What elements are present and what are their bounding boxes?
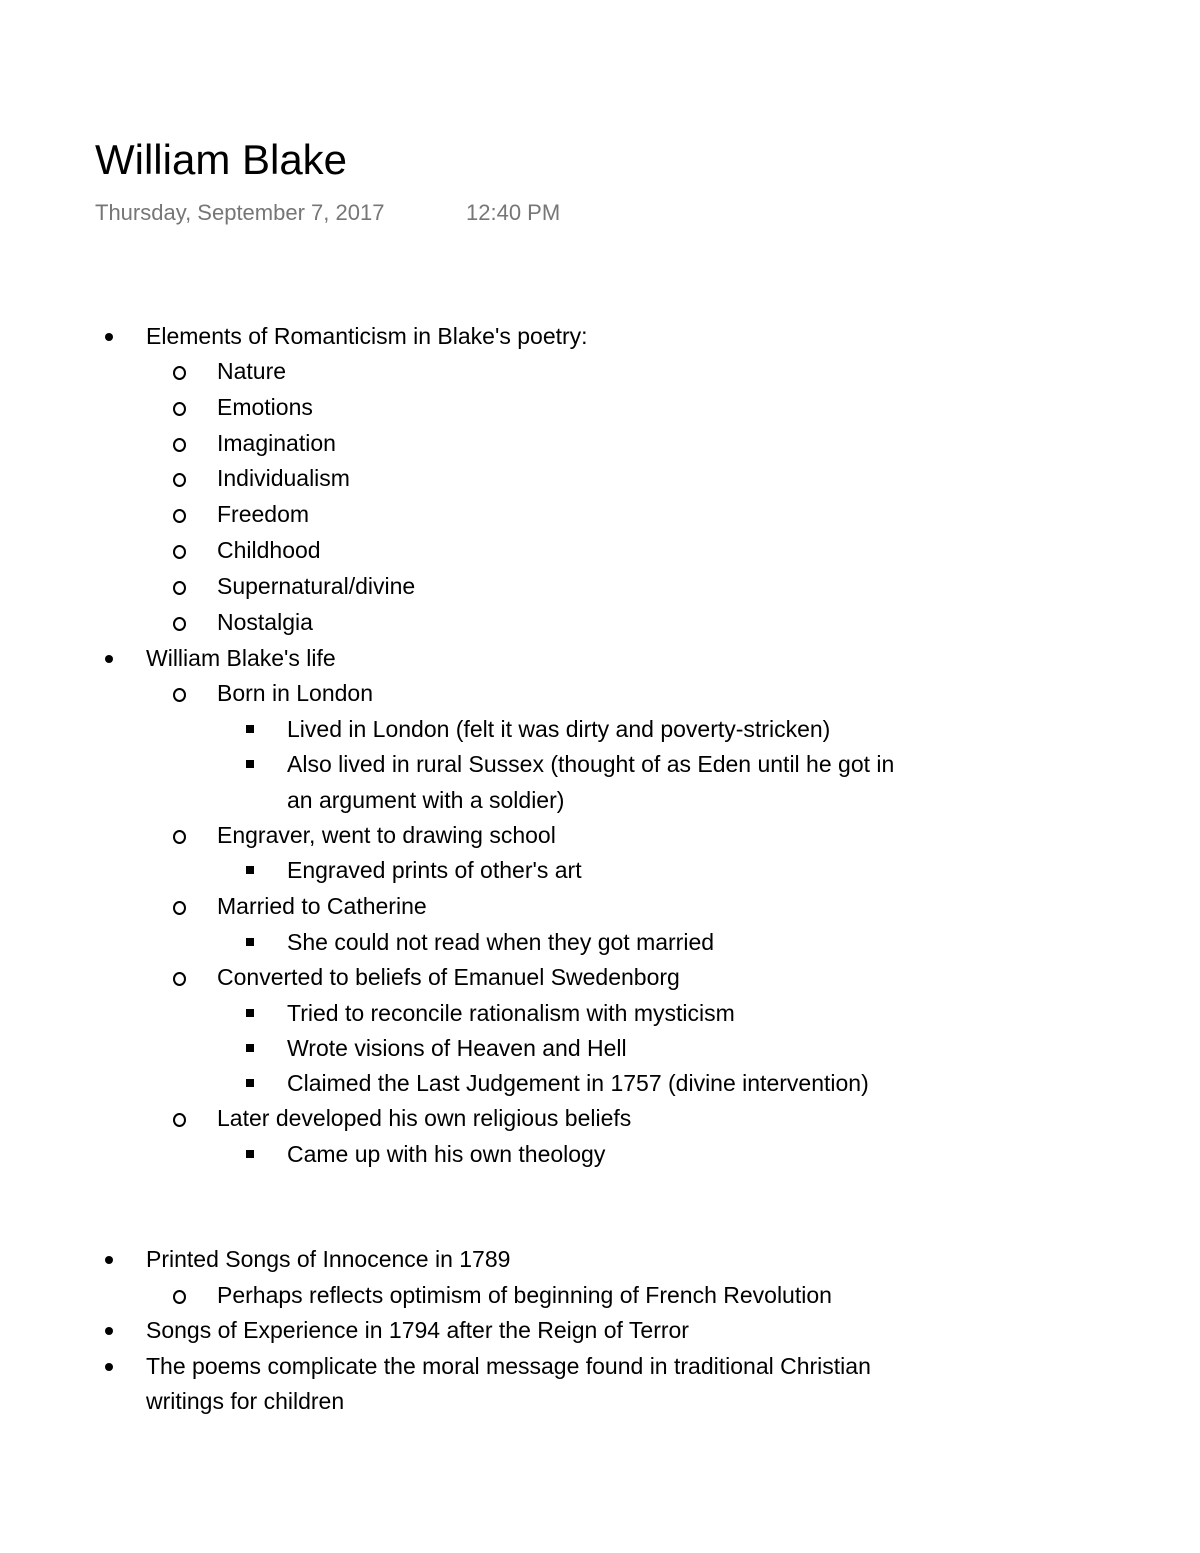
outline-item-text: Imagination: [217, 430, 336, 456]
outline-item-text: Printed Songs of Innocence in 1789: [146, 1246, 511, 1272]
circle-bullet-icon: [170, 496, 190, 532]
note-date: Thursday, September 7, 2017: [95, 200, 385, 225]
outline-item-text: Perhaps reflects optimism of beginning of French Revolution: [217, 1282, 832, 1308]
square-bullet-icon: [241, 711, 261, 747]
outline-item-text: Nature: [217, 358, 287, 384]
outline-item-text: Claimed the Last Judgement in 1757 (divine intervention): [287, 1070, 869, 1096]
square-bullet-icon: [241, 852, 261, 888]
circle-bullet-icon: [170, 817, 190, 853]
outline-item-text: Later developed his own religious beliefs: [217, 1105, 632, 1131]
circle-bullet-icon: [170, 389, 190, 425]
outline-item-text: Nostalgia: [217, 609, 313, 635]
square-bullet-icon: [241, 924, 261, 960]
outline-item-text: Individualism: [217, 465, 350, 491]
outline-item-text: Wrote visions of Heaven and Hell: [287, 1035, 627, 1061]
outline-item-text: Freedom: [217, 501, 310, 527]
circle-bullet-icon: [170, 959, 190, 995]
outline-item-text: Engraved prints of other's art: [287, 857, 582, 883]
square-bullet-icon: [241, 1136, 261, 1172]
bullet-icon: [100, 1312, 120, 1348]
outline-item-text: Elements of Romanticism in Blake's poetry:: [146, 323, 588, 349]
square-bullet-icon: [241, 746, 261, 782]
outline-item-text: Supernatural/divine: [217, 573, 416, 599]
page-title: William Blake: [95, 136, 348, 183]
square-bullet-icon: [241, 995, 261, 1031]
outline-item-text: William Blake's life: [146, 645, 336, 671]
square-bullet-icon: [241, 1030, 261, 1066]
note-time: 12:40 PM: [466, 200, 561, 225]
bullet-icon: [100, 1241, 120, 1277]
outline-item-text: Tried to reconcile rationalism with mysticism: [287, 1000, 735, 1026]
circle-bullet-icon: [170, 888, 190, 924]
circle-bullet-icon: [170, 425, 190, 461]
outline-item-text: Born in London: [217, 680, 374, 706]
bullet-icon: [100, 640, 120, 676]
square-bullet-icon: [241, 1065, 261, 1101]
outline-item-text: Childhood: [217, 537, 321, 563]
outline-item-text: She could not read when they got married: [287, 929, 715, 955]
circle-bullet-icon: [170, 460, 190, 496]
outline-item-text: Came up with his own theology: [287, 1141, 606, 1167]
circle-bullet-icon: [170, 353, 190, 389]
circle-bullet-icon: [170, 1100, 190, 1136]
bullet-icon: [100, 318, 120, 354]
outline-item-text: Engraver, went to drawing school: [217, 822, 556, 848]
circle-bullet-icon: [170, 532, 190, 568]
outline-item-text: The poems complicate the moral message found in traditional Christian: [146, 1353, 871, 1379]
bullet-icon: [100, 1348, 120, 1384]
outline-item-text: Converted to beliefs of Emanuel Swedenborg: [217, 964, 680, 990]
outline-item-text: writings for children: [146, 1388, 345, 1414]
outline-item-text: Songs of Experience in 1794 after the Reign of Terror: [146, 1317, 689, 1343]
circle-bullet-icon: [170, 1277, 190, 1313]
outline-item-text: an argument with a soldier): [287, 787, 565, 813]
circle-bullet-icon: [170, 675, 190, 711]
outline-item-text: Emotions: [217, 394, 313, 420]
circle-bullet-icon: [170, 604, 190, 640]
outline-item-text: Married to Catherine: [217, 893, 427, 919]
circle-bullet-icon: [170, 568, 190, 604]
outline-item-text: Lived in London (felt it was dirty and poverty-stricken): [287, 716, 831, 742]
outline-item-text: Also lived in rural Sussex (thought of as Eden until he got in: [287, 751, 895, 777]
